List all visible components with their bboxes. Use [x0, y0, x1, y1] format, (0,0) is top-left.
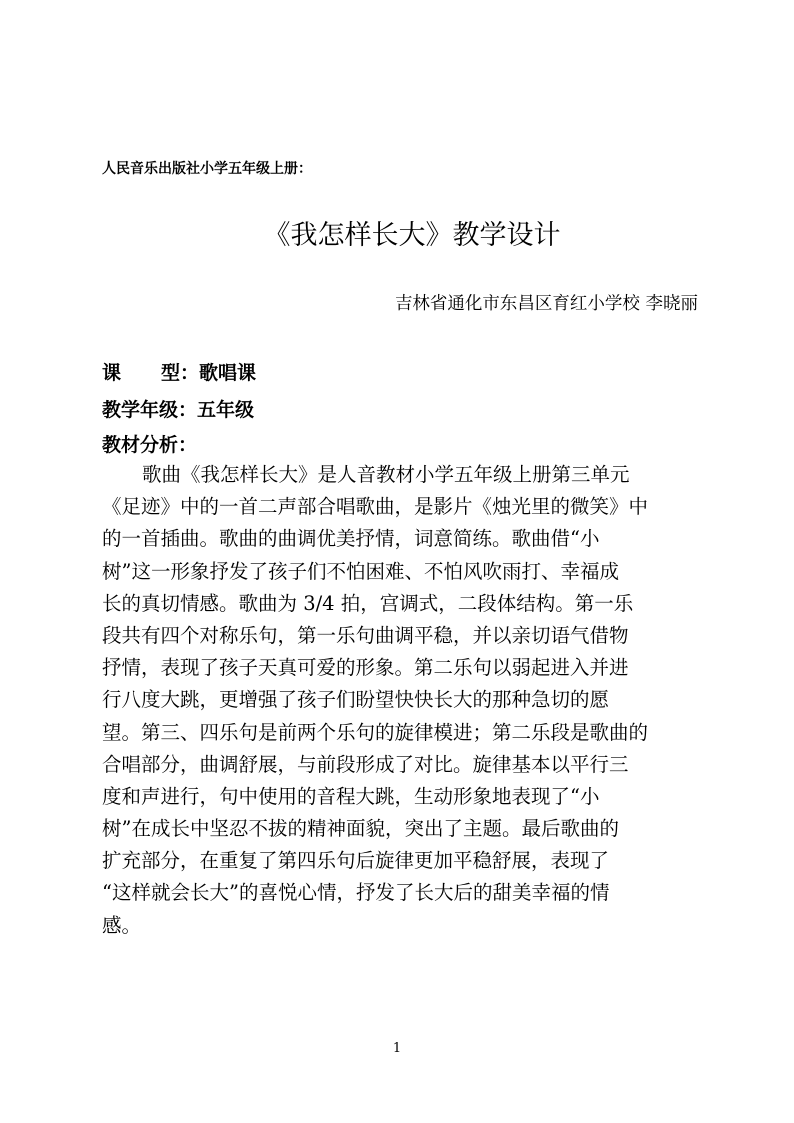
teaching-grade-row [102, 395, 254, 422]
analysis-line: 长的真切情感。歌曲为 3/4 拍，宫调式，二段体结构。第一乐 [102, 591, 634, 615]
analysis-line: 行八度大跳，更增强了孩子们盼望快快长大的那种急切的愿 [102, 688, 610, 712]
material-analysis-body [102, 459, 692, 942]
lesson-type-row [102, 358, 256, 385]
material-analysis-heading: 教材分析： [102, 434, 198, 456]
analysis-line: 抒情，表现了孩子天真可爱的形象。第二乐句以弱起进入并进 [102, 656, 629, 680]
page-number: 1 [392, 1041, 402, 1056]
analysis-line: 树”这一形象抒发了孩子们不怕困难、不怕风吹雨打、幸福成 [102, 559, 619, 583]
analysis-line: 望。第三、四乐句是前两个乐句的旋律模进；第二乐段是歌曲的 [102, 720, 649, 744]
teaching-grade-value: 五年级 [197, 399, 255, 421]
analysis-line: 度和声进行，句中使用的音程大跳，生动形象地表现了“小 [102, 784, 600, 808]
analysis-line: 感。 [102, 913, 142, 937]
analysis-line: 段共有四个对称乐句，第一乐句曲调平稳，并以亲切语气借物 [102, 623, 629, 647]
lesson-type-label-1: 课 [102, 362, 122, 384]
analysis-line: 合唱部分，曲调舒展，与前段形成了对比。旋律基本以平行三 [102, 752, 629, 776]
teaching-grade-label: 教学年级： [102, 399, 198, 421]
publisher-line: 人民音乐出版社小学五年级上册： [102, 161, 312, 177]
analysis-line: 的一首插曲。歌曲的曲调优美抒情，词意简练。歌曲借“小 [102, 527, 600, 551]
analysis-line: 树”在成长中坚忍不拔的精神面貌，突出了主题。最后歌曲的 [102, 817, 619, 841]
lesson-type-label-2: 型： [161, 362, 200, 384]
analysis-line: 扩充部分，在重复了第四乐句后旋律更加平稳舒展，表现了 [102, 849, 610, 873]
analysis-line: 《足迹》中的一首二声部合唱歌曲，是影片《烛光里的微笑》中 [102, 495, 649, 519]
analysis-line: “这样就会长大”的喜悦心情，抒发了长大后的甜美幸福的情 [102, 881, 610, 905]
analysis-line: 歌曲《我怎样长大》是人音教材小学五年级上册第三单元 [142, 463, 630, 486]
author-line: 吉林省通化市东昌区育红小学校 李晓丽 [394, 294, 698, 314]
lesson-type-value: 歌唱课 [199, 362, 257, 384]
document-title: 《我怎样长大》教学设计 [263, 220, 561, 251]
